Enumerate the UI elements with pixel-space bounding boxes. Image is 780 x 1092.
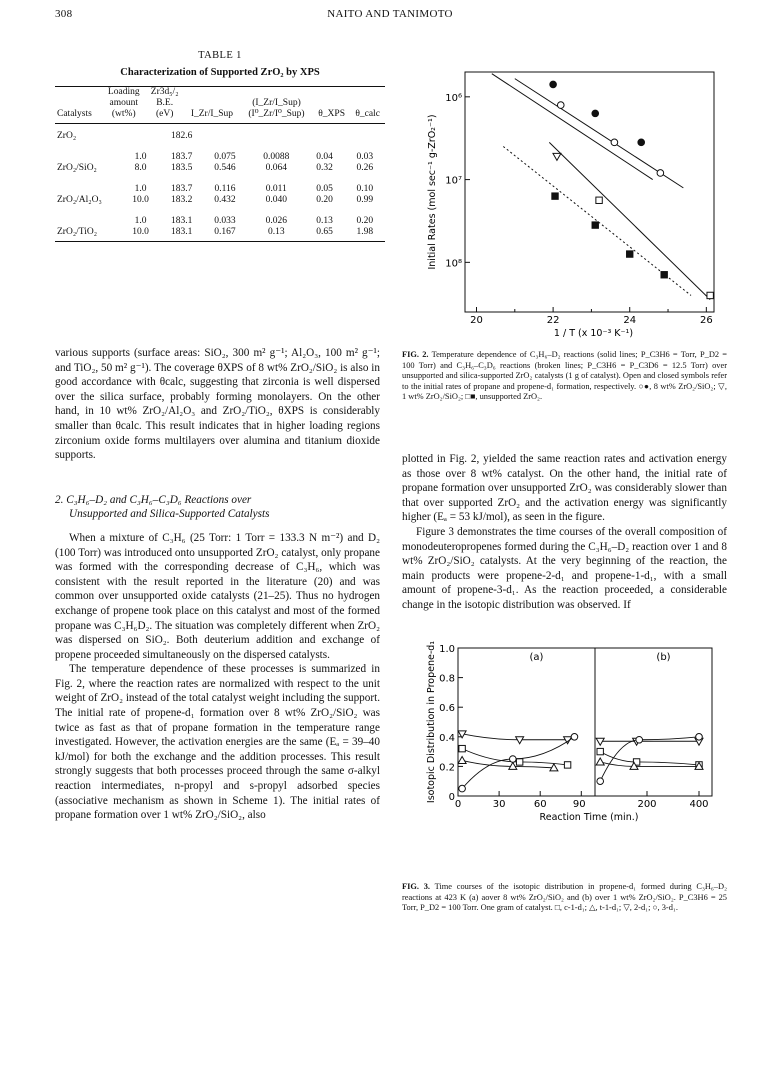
table-row bbox=[55, 184, 385, 195]
fig2-y-tick-label: 10⁸ bbox=[445, 258, 462, 270]
fig3-x-tick-label: 400 bbox=[689, 799, 709, 810]
fig2-data-point bbox=[596, 197, 602, 203]
cell-be: 183.1 bbox=[171, 227, 193, 237]
table-header-row-3 bbox=[55, 109, 385, 120]
cell-theta-xps: 0.13 bbox=[316, 216, 333, 226]
cell-loading: 1.0 bbox=[134, 152, 147, 162]
running-header bbox=[0, 8, 780, 26]
cell-catalyst: ZrO₂ bbox=[57, 131, 77, 141]
cell-catalyst: ZrO₂/Al₂O₃ bbox=[57, 195, 102, 205]
cell-catalyst: ZrO₂/TiO₂ bbox=[57, 227, 98, 237]
cell-ratio-norm: 0.13 bbox=[267, 227, 285, 237]
left-paragraph-1: various supports (surface areas: SiO₂, 300 m² g⁻¹; Al₂O₃, 100 m² g⁻¹; and TiO₂, 50 m² g⁻¹). The coverage θXPS of 8 wt% ZrO₂/SiO₂ is also in good accordance with θcalc, suggesting that zirconia is well dispersed over the silica surface, probably forming monolayers. On the other hand, in 10 wt% ZrO₂/Al₂O₃ and ZrO₂/TiO₂, θXPS is considerably smaller than θcalc. This result indicates that in higher loading regions zirconium oxide forms multilayers over alumina and titanium dioxide supports. bbox=[55, 347, 380, 462]
fig3-data-point bbox=[596, 738, 604, 745]
left-paragraph-2: When a mixture of C₃H₆ (25 Torr: 1 Torr = 133.3 N m⁻²) and D₂ (100 Torr) was introduced onto unsupported ZrO₂ catalyst, only propane was formed with the corresponding decrease of C₃H₆, which was consistent with the result reported in the literature (20) and was common over unsupported oxide catalysts (21–25). Thus no hydrogen exchange of propene took place on this catalyst and most of the formed propane was C₃H₆D₂. The situation was completely different when ZrO₂ was dispersed on SiO₂. Both deuterium addition and exchange of propene proceeded simultaneously on the dispersed catalysts. bbox=[55, 531, 380, 661]
cell-catalyst bbox=[55, 184, 119, 195]
table-row bbox=[55, 124, 385, 142]
table-number: TABLE 1 bbox=[198, 50, 242, 61]
cell-ratio-norm: 0.040 bbox=[265, 195, 287, 205]
fig2-x-tick-label: 20 bbox=[470, 315, 483, 326]
fig2-fit-line bbox=[492, 74, 653, 180]
hdr-loading-2: amount bbox=[109, 98, 139, 108]
cell-theta-calc: 0.10 bbox=[356, 184, 374, 194]
fig3-frame bbox=[458, 648, 712, 796]
cell-ratio: 0.167 bbox=[214, 227, 236, 237]
fig2-caption-label: FIG. 2. bbox=[402, 350, 429, 359]
cell-theta-calc: 0.03 bbox=[356, 152, 374, 162]
fig2-data-point bbox=[550, 81, 557, 88]
fig2-data-point bbox=[592, 222, 598, 228]
fig3-data-point bbox=[509, 762, 517, 769]
fig3-panel-label: (a) bbox=[529, 652, 544, 663]
cell-be: 183.5 bbox=[171, 163, 193, 173]
cell-ratio-norm: 0.011 bbox=[265, 184, 287, 194]
fig3-data-point bbox=[459, 745, 465, 751]
cell-loading: 10.0 bbox=[132, 227, 149, 237]
fig2-x-tick-label: 22 bbox=[546, 315, 560, 326]
cell-be: 183.7 bbox=[171, 184, 193, 194]
fig3-x-tick-label: 90 bbox=[572, 799, 586, 810]
cell-ratio-norm bbox=[248, 124, 304, 142]
cell-theta-calc bbox=[345, 124, 385, 142]
hdr-loading-3: (wt%) bbox=[111, 109, 136, 119]
fig2-x-tick-label: 24 bbox=[623, 315, 637, 326]
fig3-series-line bbox=[462, 734, 567, 740]
table-row bbox=[55, 216, 385, 227]
right-column bbox=[402, 452, 727, 613]
fig2-data-point bbox=[592, 110, 599, 117]
cell-theta-xps bbox=[304, 124, 344, 142]
cell-ratio: 0.546 bbox=[214, 163, 236, 173]
fig3-y-tick-label: 0.6 bbox=[439, 703, 455, 715]
figure-2-caption bbox=[402, 350, 727, 403]
cell-theta-calc: 0.20 bbox=[356, 216, 374, 226]
cell-ratio-norm: 0.026 bbox=[265, 216, 287, 226]
fig3-panel-plot bbox=[458, 731, 578, 792]
fig3-y-tick-label: 1.0 bbox=[439, 644, 455, 655]
fig3-data-point bbox=[596, 758, 604, 765]
cell-be: 183.1 bbox=[171, 216, 193, 226]
cell-loading: 8.0 bbox=[134, 163, 147, 173]
fig3-caption-label: FIG. 3. bbox=[402, 882, 431, 891]
cell-ratio: 0.116 bbox=[214, 184, 236, 194]
fig3-y-tick-label: 0.8 bbox=[439, 673, 455, 685]
figure-3-chart bbox=[402, 638, 727, 836]
fig2-data-point bbox=[661, 272, 667, 278]
fig2-y-tick-label: 10⁶ bbox=[445, 92, 462, 104]
fig3-data-point bbox=[571, 734, 578, 741]
fig2-caption-text: Temperature dependence of C₃H₆–D₂ reactions (solid lines; P_C3H6 = Torr, P_D2 = 100 Torr) and C₃H₆–C₃D₆ reactions (broken lines; P_C3H6 = P_C3D6 = 12.5 Torr) over unsupported and silica-supported ZrO₂ catalysts (1 g of catalyst). Open and closed symbols refer to the initial rates of propane and propene-d₁ formation, respectively. ○●, 8 wt% ZrO₂/SiO₂; ▽, 1 wt% ZrO₂/SiO₂; □■, unsupported ZrO₂. bbox=[402, 350, 727, 402]
fig3-y-tick-label: 0.4 bbox=[439, 732, 455, 744]
fig2-data-point bbox=[627, 251, 633, 257]
cell-loading: 1.0 bbox=[134, 216, 147, 226]
figure-2-chart bbox=[402, 54, 727, 344]
fig3-y-tick-label: 0 bbox=[448, 792, 455, 803]
fig2-x-axis-label: 1 / T (x 10⁻³ K⁻¹) bbox=[553, 328, 634, 339]
hdr-ratio-norm-2: (I⁰_Zr/I⁰_Sup) bbox=[248, 109, 305, 119]
fig3-panel-plot bbox=[596, 734, 703, 785]
cell-ratio-norm: 0.0088 bbox=[263, 152, 290, 162]
fig3-x-axis-label: Reaction Time (min.) bbox=[539, 812, 639, 823]
table-header-row-1 bbox=[55, 87, 385, 98]
fig2-x-tick-label: 26 bbox=[699, 315, 713, 326]
cell-theta-xps: 0.05 bbox=[316, 184, 333, 194]
fig2-plot-area bbox=[492, 74, 714, 300]
running-title: NAITO AND TANIMOTO bbox=[327, 8, 453, 20]
table-row bbox=[55, 195, 385, 206]
hdr-theta-xps: θ_XPS bbox=[318, 109, 345, 119]
hdr-be-2: B.E. bbox=[156, 98, 174, 108]
cell-be: 182.6 bbox=[171, 131, 193, 141]
fig2-data-point bbox=[611, 139, 618, 146]
fig2-data-point bbox=[638, 139, 645, 146]
table-header-row-2 bbox=[55, 98, 385, 109]
fig3-data-point bbox=[516, 737, 524, 744]
hdr-be-1: Zr3d₅/₂ bbox=[150, 87, 179, 97]
cell-theta-calc: 0.99 bbox=[356, 195, 374, 205]
fig2-y-axis-label: Initial Rates (mol sec⁻¹ g-ZrO₂⁻¹) bbox=[427, 114, 438, 270]
fig2-frame bbox=[465, 72, 714, 312]
table-grid bbox=[55, 87, 385, 120]
cell-ratio: 0.033 bbox=[214, 216, 236, 226]
fig2-data-point bbox=[707, 292, 713, 298]
hdr-ratio-norm-1: (I_Zr/I_Sup) bbox=[252, 98, 301, 108]
table-body bbox=[55, 124, 385, 238]
fig2-data-point bbox=[657, 170, 664, 177]
cell-theta-xps: 0.20 bbox=[316, 195, 333, 205]
table-1 bbox=[55, 50, 385, 242]
right-paragraph-1: plotted in Fig. 2, yielded the same reaction rates and activation energy as those over 8 wt% catalyst. On the other hand, the initial rate of propane formation over unsupported ZrO₂ was considerably slower than that over supported ZrO₂ and the activation energy was significantly higher (Eₐ = 53 kJ/mol), as seen in the figure. bbox=[402, 453, 727, 524]
figure-3-caption bbox=[402, 882, 727, 914]
fig2-y-tick-label: 10⁷ bbox=[445, 175, 462, 187]
left-paragraph-3: The temperature dependence of these processes is summarized in Fig. 2, where the reaction rates are normalized with respect to the unit weight of ZrO₂ instead of the total catalyst weight including the support. The initial rate of propene-d₁ formation over 8 wt% ZrO₂/SiO₂ was twice as fast as that of propane formation in the temperature range investigated. However, the activation energies are the same (Eₐ = 39–40 kJ/mol) for both the exchange and the addition processes. This result strongly suggests that both processes proceed through the same σ-alkyl reaction intermediates, n-propyl and s-propyl adsorbed species (associative mechanism as shown in Scheme 1). The initial rates of propane formation over 1 wt% ZrO₂/SiO₂, also bbox=[55, 663, 380, 822]
cell-theta-xps: 0.04 bbox=[316, 152, 333, 162]
fig3-data-point bbox=[459, 785, 466, 792]
hdr-catalysts: Catalysts bbox=[57, 109, 92, 119]
fig3-caption-text: Time courses of the isotopic distribution in propene-d₁ formed during C₃H₆–D₂ reactions at 423 K (a) aover 8 wt% ZrO₂/SiO₂ and (b) over 1 wt% ZrO₂/SiO₂. P_C3H6 = 25 Torr, P_D2 = 100 Torr. One gram of catalyst. □, c-1-d₁; △, t-1-d₁; ▽, 2-d₁; ○, 3-d₁. bbox=[402, 882, 727, 913]
table-bottom-rule bbox=[55, 241, 385, 242]
fig3-data-point bbox=[597, 748, 603, 754]
table-row bbox=[55, 227, 385, 238]
fig2-data-point bbox=[557, 102, 564, 109]
fig3-y-axis-label: Isotopic Distribution in Propene-d₁ bbox=[426, 640, 437, 804]
section-heading-line-1: 2. C₃H₆–D₂ and C₃H₆–C₃D₆ Reactions over bbox=[55, 493, 252, 506]
cell-theta-xps: 0.65 bbox=[316, 227, 333, 237]
fig2-data-point bbox=[552, 193, 558, 199]
fig3-x-tick-label: 30 bbox=[492, 799, 506, 810]
fig2-data-point bbox=[553, 153, 561, 160]
fig3-x-tick-label: 200 bbox=[637, 799, 657, 810]
fig3-panel-label: (b) bbox=[656, 652, 671, 663]
cell-catalyst: ZrO₂/SiO₂ bbox=[57, 163, 97, 173]
fig3-data-point bbox=[696, 734, 703, 741]
right-paragraph-2: Figure 3 demonstrates the time courses of the overall composition of monodeuteropropenes formed during the C₃H₆–D₂ reaction over 1 and 8 wt% ZrO₂/SiO₂ catalysts. At the very beginning of the reaction, the main products were propene-2-d₁ and propene-1-d₁, with a small amount of propene-3-d₁. As the reaction proceeded, a considerable change in the isotopic distribution was observed. If bbox=[402, 525, 727, 611]
hdr-theta-calc: θ_calc bbox=[355, 109, 380, 119]
cell-theta-calc: 1.98 bbox=[356, 227, 374, 237]
hdr-loading-1: Loading bbox=[107, 87, 140, 97]
fig3-series-line bbox=[600, 762, 699, 766]
cell-loading: 1.0 bbox=[134, 184, 147, 194]
page-number: 308 bbox=[55, 8, 73, 20]
fig3-data-point bbox=[510, 756, 517, 763]
fig3-x-tick-label: 0 bbox=[454, 799, 462, 810]
cell-be: 183.2 bbox=[171, 195, 193, 205]
fig2-fit-line bbox=[549, 142, 710, 299]
cell-ratio: 0.432 bbox=[214, 195, 236, 205]
table-caption: Characterization of Supported ZrO₂ by XPS bbox=[120, 67, 320, 78]
fig3-x-tick-label: 60 bbox=[533, 799, 547, 810]
section-heading-line-2: Unsupported and Silica-Supported Catalysts bbox=[69, 508, 270, 521]
fig3-y-tick-label: 0.2 bbox=[439, 762, 455, 774]
fig3-data-point bbox=[516, 759, 522, 765]
cell-catalyst bbox=[55, 152, 119, 163]
left-column bbox=[55, 346, 380, 823]
cell-ratio-norm: 0.064 bbox=[265, 163, 287, 173]
hdr-be-3: (eV) bbox=[155, 109, 174, 119]
fig3-data-point bbox=[636, 736, 643, 743]
cell-ratio: 0.075 bbox=[214, 152, 236, 162]
hdr-ratio: I_Zr/I_Sup bbox=[190, 109, 234, 119]
cell-loading bbox=[119, 124, 161, 142]
cell-loading: 10.0 bbox=[132, 195, 149, 205]
cell-theta-xps: 0.32 bbox=[316, 163, 333, 173]
table-row bbox=[55, 163, 385, 174]
fig3-series-line bbox=[600, 752, 699, 765]
fig3-data-point bbox=[458, 756, 466, 763]
cell-theta-calc: 0.26 bbox=[356, 163, 374, 173]
cell-be: 183.7 bbox=[171, 152, 193, 162]
fig3-data-point bbox=[597, 778, 604, 785]
fig3-data-point bbox=[564, 762, 570, 768]
table-row bbox=[55, 152, 385, 163]
cell-ratio bbox=[202, 124, 248, 142]
cell-catalyst bbox=[55, 216, 119, 227]
fig3-series-line bbox=[600, 737, 699, 781]
